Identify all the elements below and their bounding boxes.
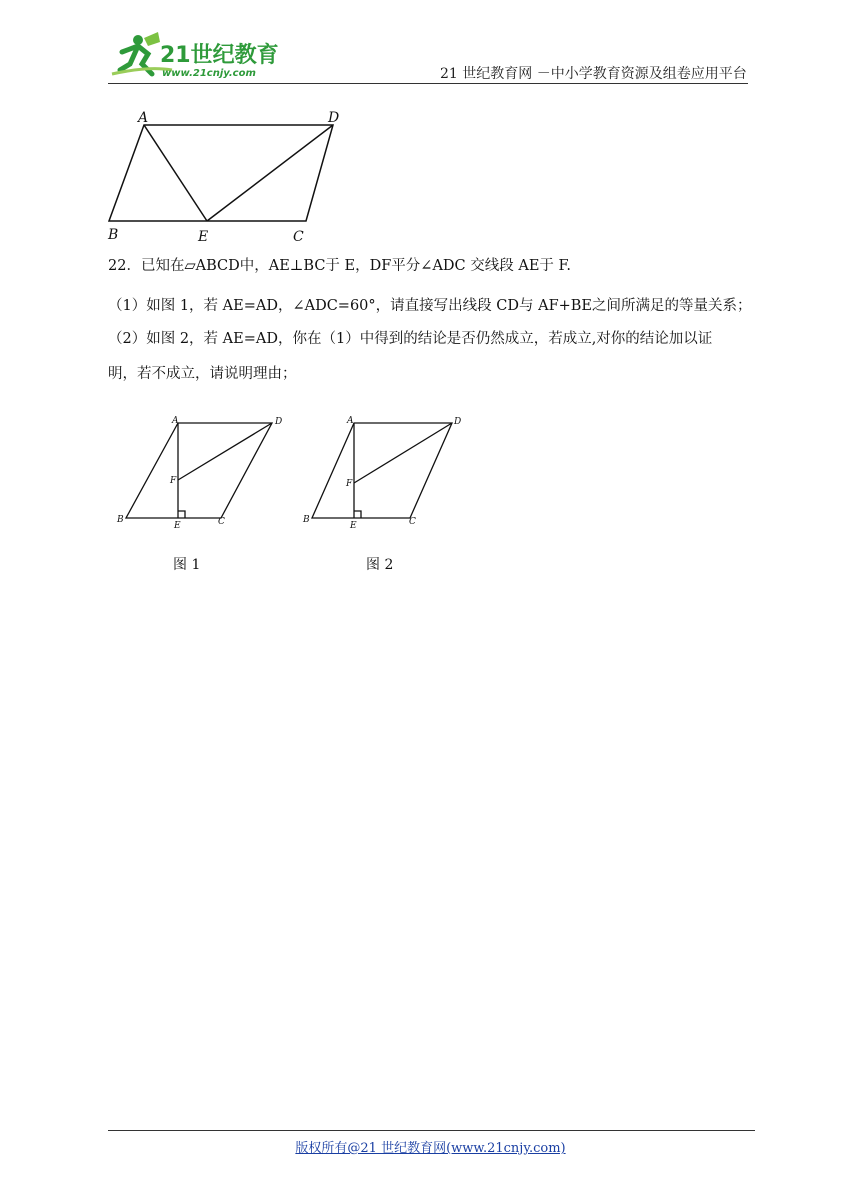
site-logo bbox=[108, 30, 288, 84]
fig2-label-f: F bbox=[346, 479, 353, 489]
fig1-label-c: C bbox=[218, 517, 225, 527]
header-site-text: 21 世纪教育网 －中小学教育资源及组卷应用平台 bbox=[440, 66, 747, 82]
logo-graphic bbox=[108, 30, 288, 84]
figure-2 bbox=[296, 408, 476, 532]
fig2-right-angle-mark bbox=[354, 511, 361, 518]
fig2-label-b: B bbox=[303, 515, 310, 525]
figure-top-parallelogram bbox=[100, 108, 360, 248]
fig1-parallelogram bbox=[126, 423, 272, 518]
problem-part-1: （1）如图 1，若 AE=AD，∠ADC=60°，请直接写出线段 CD与 AF+BE之间所满足的等量关系； bbox=[108, 298, 752, 314]
segment-ae bbox=[144, 125, 207, 221]
fig2-label-c: C bbox=[409, 517, 416, 527]
fig2-parallelogram bbox=[312, 423, 452, 518]
segment-de bbox=[207, 125, 333, 221]
label-d: D bbox=[328, 110, 340, 126]
fig1-label-d: D bbox=[275, 417, 283, 427]
fig2-label-e: E bbox=[350, 521, 357, 531]
figure-1 bbox=[112, 408, 292, 532]
figure-1-caption: 图 1 bbox=[173, 557, 201, 573]
label-b: B bbox=[108, 227, 119, 243]
fig1-label-a: A bbox=[172, 416, 179, 426]
fig1-right-angle-mark bbox=[178, 511, 185, 518]
label-c: C bbox=[293, 229, 304, 245]
parallelogram-abcd bbox=[109, 125, 333, 221]
fig2-label-d: D bbox=[454, 417, 462, 427]
footer-divider bbox=[108, 1130, 755, 1131]
footer-copyright-link[interactable]: 版权所有@21 世纪教育网(www.21cnjy.com) bbox=[295, 1141, 566, 1156]
problem-part-2-line-2: 明，若不成立，请说明理由； bbox=[108, 366, 297, 382]
problem-part-2-line-1: （2）如图 2，若 AE=AD，你在（1）中得到的结论是否仍然成立，若成立,对你的结论加以证 bbox=[108, 331, 713, 347]
fig1-label-f: F bbox=[170, 476, 177, 486]
fig1-segment-df bbox=[178, 423, 272, 480]
label-e: E bbox=[198, 229, 209, 245]
fig2-label-a: A bbox=[347, 416, 354, 426]
fig1-label-e: E bbox=[174, 521, 181, 531]
logo-url: www.21cnjy.com bbox=[162, 68, 256, 79]
label-a: A bbox=[138, 110, 149, 126]
problem-title: 22．已知在▱ABCD中，AE⊥BC于 E，DF平分∠ADC 交线段 AE于 F. bbox=[108, 258, 571, 274]
header-divider bbox=[108, 83, 748, 84]
fig2-segment-df bbox=[354, 423, 452, 483]
figure-2-caption: 图 2 bbox=[366, 557, 394, 573]
logo-text: 21世纪教育 bbox=[160, 43, 279, 68]
fig1-label-b: B bbox=[117, 515, 124, 525]
